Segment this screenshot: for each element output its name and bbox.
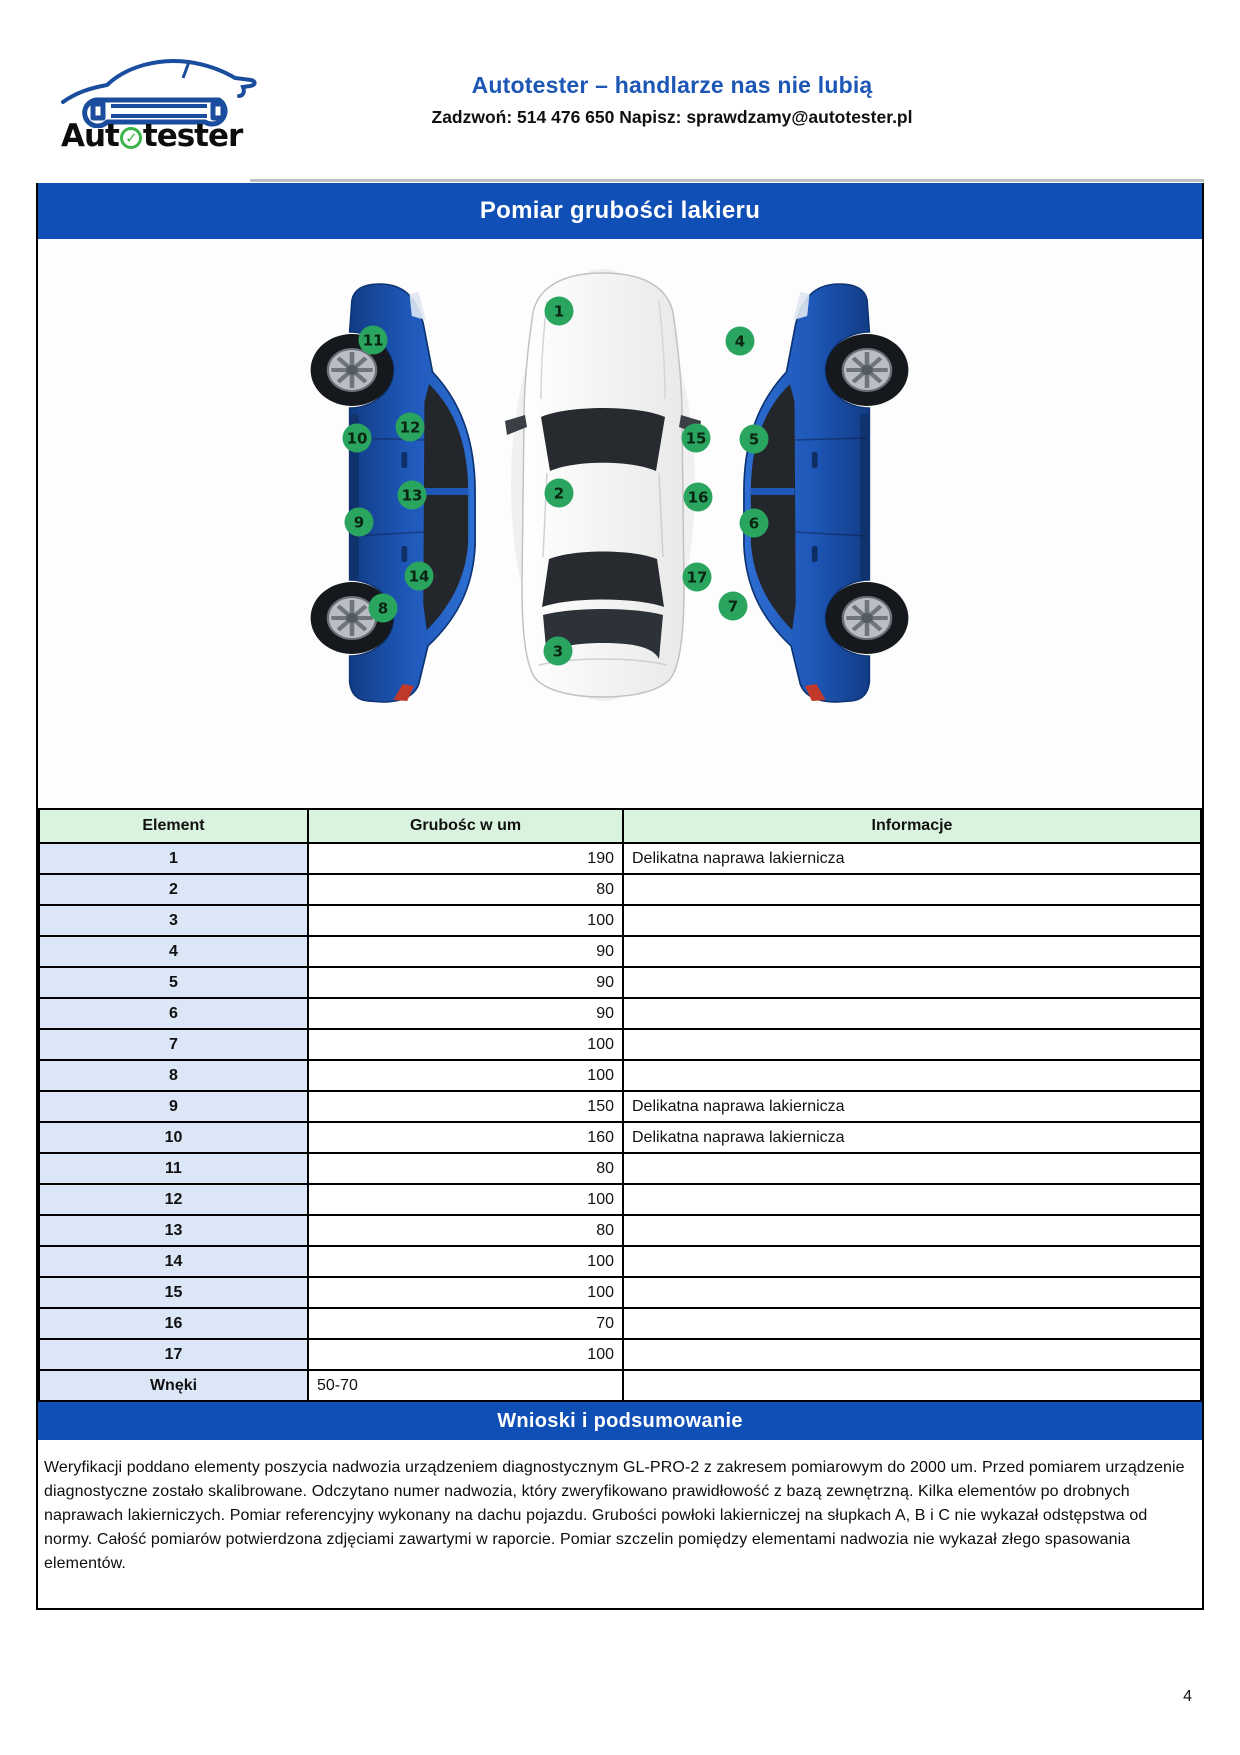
thickness-cell: 90 bbox=[308, 936, 623, 967]
table-row bbox=[39, 936, 1201, 967]
info-cell: Delikatna naprawa lakiernicza bbox=[623, 1122, 1201, 1153]
thickness-cell: 100 bbox=[308, 1339, 623, 1370]
report-section bbox=[36, 183, 1204, 1610]
measurement-point-marker: 5 bbox=[740, 425, 769, 454]
table-row bbox=[39, 905, 1201, 936]
info-cell bbox=[623, 967, 1201, 998]
info-cell bbox=[623, 1339, 1201, 1370]
thickness-cell: 100 bbox=[308, 1060, 623, 1091]
measurement-point-marker: 10 bbox=[343, 424, 372, 453]
car-views-illustration bbox=[38, 239, 1206, 808]
element-cell: 8 bbox=[39, 1060, 308, 1091]
element-cell: 2 bbox=[39, 874, 308, 905]
measurement-point-marker: 1 bbox=[545, 297, 574, 326]
measurement-point-marker: 17 bbox=[683, 563, 712, 592]
table-row bbox=[39, 1370, 1201, 1401]
thickness-cell: 100 bbox=[308, 1246, 623, 1277]
thickness-cell: 160 bbox=[308, 1122, 623, 1153]
contact-line: Zadzwoń: 514 476 650 Napisz: sprawdzamy@autotester.pl bbox=[431, 107, 913, 127]
measurement-point-marker: 3 bbox=[544, 637, 573, 666]
header-titles bbox=[104, 72, 1240, 128]
page-number: 4 bbox=[1183, 1688, 1192, 1705]
measurement-point-marker: 11 bbox=[359, 326, 388, 355]
info-cell bbox=[623, 1370, 1201, 1401]
table-row bbox=[39, 1153, 1201, 1184]
company-slogan: Autotester – handlarze nas nie lubią bbox=[471, 72, 873, 98]
column-header-element: Element bbox=[39, 809, 308, 843]
table-row bbox=[39, 1246, 1201, 1277]
element-cell: 10 bbox=[39, 1122, 308, 1153]
info-cell bbox=[623, 998, 1201, 1029]
info-cell bbox=[623, 1184, 1201, 1215]
element-cell: 1 bbox=[39, 843, 308, 874]
table-row bbox=[39, 1184, 1201, 1215]
element-cell: 6 bbox=[39, 998, 308, 1029]
thickness-cell: 80 bbox=[308, 1153, 623, 1184]
info-cell bbox=[623, 905, 1201, 936]
table-row bbox=[39, 1060, 1201, 1091]
table-row bbox=[39, 1339, 1201, 1370]
thickness-cell: 50-70 bbox=[308, 1370, 623, 1401]
element-cell: 7 bbox=[39, 1029, 308, 1060]
table-row bbox=[39, 1122, 1201, 1153]
element-cell: 16 bbox=[39, 1308, 308, 1339]
element-cell: 17 bbox=[39, 1339, 308, 1370]
info-cell: Delikatna naprawa lakiernicza bbox=[623, 843, 1201, 874]
info-cell bbox=[623, 936, 1201, 967]
car-diagram bbox=[38, 239, 1202, 808]
logo-text-post: tester bbox=[142, 118, 243, 154]
element-cell: 11 bbox=[39, 1153, 308, 1184]
info-cell bbox=[623, 1246, 1201, 1277]
thickness-cell: 100 bbox=[308, 905, 623, 936]
table-row bbox=[39, 1308, 1201, 1339]
thickness-cell: 80 bbox=[308, 1215, 623, 1246]
table-row bbox=[39, 1277, 1201, 1308]
measurement-point-marker: 8 bbox=[369, 594, 398, 623]
thickness-cell: 100 bbox=[308, 1029, 623, 1060]
measurement-point-marker: 14 bbox=[405, 562, 434, 591]
table-row bbox=[39, 967, 1201, 998]
table-header-row bbox=[39, 809, 1201, 843]
element-cell: 15 bbox=[39, 1277, 308, 1308]
measurement-point-marker: 9 bbox=[345, 508, 374, 537]
header-divider bbox=[250, 179, 1204, 182]
element-cell: 9 bbox=[39, 1091, 308, 1122]
element-cell: 4 bbox=[39, 936, 308, 967]
measurement-point-marker: 4 bbox=[726, 327, 755, 356]
logo-text-pre: Aut bbox=[61, 118, 119, 154]
element-cell: 12 bbox=[39, 1184, 308, 1215]
table-row bbox=[39, 998, 1201, 1029]
element-cell: Wnęki bbox=[39, 1370, 308, 1401]
thickness-cell: 100 bbox=[308, 1277, 623, 1308]
measurement-point-marker: 7 bbox=[719, 592, 748, 621]
thickness-cell: 90 bbox=[308, 998, 623, 1029]
paint-section-banner: Pomiar grubości lakieru bbox=[38, 183, 1202, 239]
logo-check-icon: ✓ bbox=[120, 127, 142, 149]
info-cell bbox=[623, 1060, 1201, 1091]
thickness-cell: 190 bbox=[308, 843, 623, 874]
table-row bbox=[39, 1091, 1201, 1122]
measurement-point-marker: 6 bbox=[740, 509, 769, 538]
info-cell bbox=[623, 1153, 1201, 1184]
table-row bbox=[39, 874, 1201, 905]
thickness-cell: 90 bbox=[308, 967, 623, 998]
info-cell: Delikatna naprawa lakiernicza bbox=[623, 1091, 1201, 1122]
info-cell bbox=[623, 1277, 1201, 1308]
table-row bbox=[39, 1029, 1201, 1060]
measurement-point-marker: 2 bbox=[545, 479, 574, 508]
element-cell: 5 bbox=[39, 967, 308, 998]
table-row bbox=[39, 843, 1201, 874]
thickness-cell: 80 bbox=[308, 874, 623, 905]
table-row bbox=[39, 1215, 1201, 1246]
element-cell: 14 bbox=[39, 1246, 308, 1277]
info-cell bbox=[623, 874, 1201, 905]
measurement-point-marker: 12 bbox=[396, 413, 425, 442]
measurements-table bbox=[38, 808, 1202, 1402]
element-cell: 13 bbox=[39, 1215, 308, 1246]
column-header-thickness: Grubośc w um bbox=[308, 809, 623, 843]
summary-section-banner: Wnioski i podsumowanie bbox=[38, 1402, 1202, 1440]
measurement-point-marker: 13 bbox=[398, 481, 427, 510]
measurement-point-marker: 15 bbox=[682, 424, 711, 453]
info-cell bbox=[623, 1308, 1201, 1339]
info-cell bbox=[623, 1215, 1201, 1246]
measurement-point-marker: 16 bbox=[684, 483, 713, 512]
summary-text: Weryfikacji poddano elementy poszycia nadwozia urządzeniem diagnostycznym GL-PRO-2 z zakresem pomiarowym do 2000 um. Przed pomiarem urządzenie diagnostyczne zostało skalibrowane. Odczytano numer nadwozia, który zweryfikowano prawidłowość z bazą zewnętrzną. Kilka elementów po drobnych naprawach lakierniczych. Pomiar referencyjny wykonany na dachu pojazdu. Grubości powłoki lakierniczej na słupkach A, B i C nie wykazał odstępstwa od normy. Całość pomiarów potwierdzona zdjęciami zawartymi w raporcie. Pomiar szczelin pomiędzy elementami nadwozia nie wykazał złego spasowania elementów. bbox=[44, 1459, 1185, 1572]
element-cell: 3 bbox=[39, 905, 308, 936]
thickness-cell: 70 bbox=[308, 1308, 623, 1339]
thickness-cell: 100 bbox=[308, 1184, 623, 1215]
thickness-cell: 150 bbox=[308, 1091, 623, 1122]
column-header-info: Informacje bbox=[623, 809, 1201, 843]
info-cell bbox=[623, 1029, 1201, 1060]
